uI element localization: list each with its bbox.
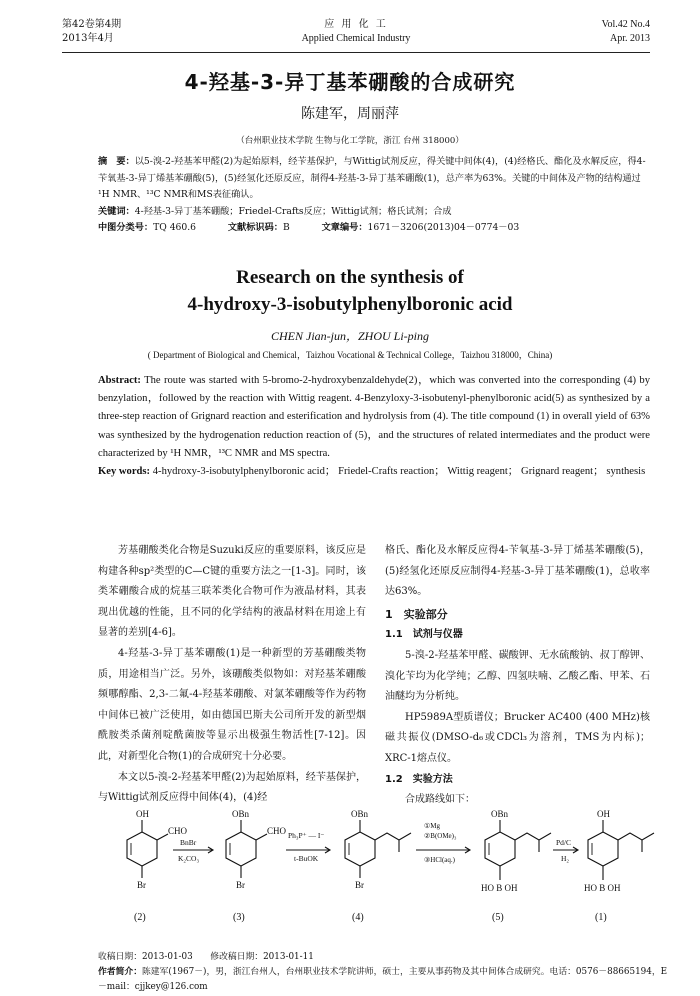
doc-code-label: 文献标识码： (227, 222, 283, 233)
c3-label: (3) (233, 912, 245, 923)
author-bio-text: 陈建军(1967－)，男，浙江台州人，台州职业技术学院讲师，硕士，主要从事药物及其中间体合成研究。电话：0576－88665194，E－mail：cjjkey@126.com (98, 967, 668, 992)
keywords-cn (98, 204, 650, 221)
journal-date-cn: 2013年4月 (62, 33, 114, 44)
c5-label: (5) (492, 912, 504, 923)
keywords-cn-label: 关键词： (98, 205, 135, 217)
doc-code-value: B (282, 222, 290, 233)
abstract-en-label: Abstract: (98, 375, 141, 386)
classification-line (98, 220, 650, 237)
c2-label: (2) (134, 912, 146, 923)
abstract-cn-label: 摘 要： (98, 156, 135, 167)
keywords-en-text: 4-hydroxy-3-isobutylphenylboronic acid； Friedel-Crafts reaction； Wittig reagent； Grignard reagent； synthesis (152, 466, 646, 478)
body-column-right (385, 541, 650, 811)
abstract-cn-text: 以5-溴-2-羟基苯甲醛(2)为起始原料，经苄基保护，与Wittig试剂反应，得关键中间体(4)，(4)经格氏、酯化及水解反应，得4-苄氧基-3-异丁烯基苯硼酸(5)，(5)经氢化还原反应，制得4-羟基-3-异丁基苯硼酸(1)，总产率为63%。关键的中间体及产物的结构通过¹H NMR、¹³C NMR和MS表征确认。 (98, 156, 646, 200)
synthesis-scheme (98, 790, 668, 950)
journal-name-en: Applied Chemical Industry (301, 33, 411, 44)
benzene-ring-2 (127, 832, 157, 866)
article-no-label: 文章编号： (321, 222, 368, 233)
c3-sub-top: OBn (232, 809, 250, 819)
abstract-cn (98, 154, 650, 237)
c3-sub-right: CHO (267, 826, 287, 836)
header-right (602, 18, 650, 46)
r4-above: Pd/C (556, 838, 572, 847)
reagents-paragraph: 5-溴-2-羟基苯甲醛、碳酸钾、无水硫酸钠、叔丁醇钾、溴化苄均为化学纯；乙醇、四氢呋喃、乙酸乙酯、甲苯、石油醚均为分析纯。 (385, 649, 650, 703)
r2-above: Ph₃P⁺ — I⁻ (288, 831, 325, 840)
r3-line2: ②B(OMe)₃ (424, 832, 457, 840)
paper-title-en (0, 264, 700, 318)
c2-sub-top: OH (136, 809, 149, 819)
authors-cn: 陈建军，周丽萍 (301, 106, 399, 122)
intro-paragraph-1: 芳基硼酸类化合物是Suzuki反应的重要原料，该反应是构建各种sp²类型的C—C键的重要方法之一[1-3]。同时，该类苯硼酸合成的烷基三联苯类化合物可作为液晶材料，其表现出优越的性能，且不同的化学结构的液晶材料在用途上有显著的差别[4-6]。 (98, 545, 366, 639)
journal-volume: 第42卷第4期 (62, 19, 122, 30)
received-dates: 收稿日期：2013-01-03 修改稿日期：2013-01-11 (98, 952, 314, 962)
r1-above: BnBr (180, 838, 197, 847)
abstract-cn-body (98, 154, 650, 204)
c4-sub-top: OBn (351, 809, 369, 819)
abstract-en-body (98, 372, 650, 463)
affiliation-cn: （台州职业技术学院 生物与化工学院，浙江 台州 318000） (236, 136, 464, 146)
article-no-value: 1671－3206(2013)04－0774－03 (367, 222, 520, 233)
c4-sub-bottom: Br (355, 880, 364, 890)
title-en-line1: Research on the synthesis of (236, 267, 464, 288)
keywords-en-label: Key words: (98, 466, 151, 478)
section-heading-1: 1 实验部分 (385, 607, 448, 621)
r2-below: t-BuOK (294, 854, 319, 863)
r3-line3: ③HCl(aq.) (424, 856, 455, 864)
benzene-ring-4 (345, 832, 375, 866)
c1-sub-top: OH (597, 809, 610, 819)
journal-date-en: Apr. 2013 (610, 33, 650, 44)
c2-sub-right: CHO (168, 826, 188, 836)
c1-label: (1) (595, 912, 607, 923)
body-column-left (98, 541, 366, 809)
instruments-paragraph: HP5989A型质谱仪；Brucker AC400 (400 MHz)核磁共振仪(DMSO-d₆或CDCl₃为溶剂，TMS为内标)；XRC-1熔点仪。 (385, 711, 650, 764)
header-center (62, 18, 650, 46)
affiliation-en: ( Department of Biological and Chemical，Taizhou Vocational & Technical College，Taizhou 318000，China) (147, 350, 553, 360)
title-en-line2: 4-hydroxy-3-isobutylphenylboronic acid (187, 294, 513, 315)
benzene-ring-5 (485, 832, 515, 866)
keywords-en (98, 463, 650, 481)
c4-label: (4) (352, 912, 364, 923)
benzene-ring-1 (588, 832, 618, 866)
intro-paragraph-3-cont: 格氏、酯化及水解反应得4-苄氧基-3-异丁烯基苯硼酸(5)，(5)经氢化还原反应制得4-羟基-3-异丁基苯硼酸(1)，总收率达63%。 (385, 545, 650, 598)
journal-volume-en: Vol.42 No.4 (601, 19, 650, 30)
c5-sub-top: OBn (491, 809, 509, 819)
intro-paragraph-2: 4-羟基-3-异丁基苯硼酸(1)是一种新型的芳基硼酸类物质，用途相当广泛。另外，该硼酸类似物如：对羟基苯硼酸频哪醇酯、2,3-二氟-4-羟基苯硼酸、对氯苯硼酸等作为药物中间体已被广泛使用，如由德国巴斯夫公司所开发的新型烟酰胺类杀菌剂啶酰菌胺等显示出极强生物活性[7-12]。因此，对新型化合物(1)的合成研究十分必要。 (98, 647, 366, 762)
r1-below: K₂CO₃ (178, 854, 200, 863)
authors-en: CHEN Jian-jun，ZHOU Li-ping (270, 329, 429, 343)
class-label: 中图分类号： (98, 222, 154, 233)
r4-below: H₂ (561, 854, 570, 863)
section-heading-1-2: 1.2 实验方法 (385, 773, 453, 785)
header-divider (62, 52, 650, 53)
c3-sub-bottom: Br (236, 880, 245, 890)
section-heading-1-1: 1.1 试剂与仪器 (385, 629, 463, 641)
author-bio (98, 965, 670, 995)
paper-title-cn: 4-羟基-3-异丁基苯硼酸的合成研究 (184, 70, 516, 94)
c5-sub-bottom: HO B OH (481, 883, 518, 893)
r3-line1: ①Mg (424, 822, 440, 830)
keywords-cn-text: 4-羟基-3-异丁基苯硼酸；Friedel-Crafts反应；Wittig试剂；格氏试剂；合成 (134, 205, 452, 217)
intro-paragraph-3: 本文以5-溴-2-羟基苯甲醛(2)为起始原料，经苄基保护，与Wittig试剂反应得中间体(4)，(4)经 (98, 771, 366, 804)
route-intro: 合成路线如下： (405, 794, 475, 806)
abstract-en (98, 372, 650, 481)
abstract-en-text: The route was started with 5-bromo-2-hydroxybenzaldehyde(2)，which was converted into the corresponding (4) by benzylation，followed by the reaction with Wittig reagent. 4-Benzyloxy-3-isobutenyl-phenylboronic acid(5) as synthesized by a three-step reaction of Grignard reaction and esterification and hydrolysis from (4). The title compound (1) in overall yield of 63% was synthesized by the hydrogenation reduction reaction of (5)，and the structures of related intermediates and the product were characterized by ¹H NMR，¹³C NMR and MS spectra. (98, 375, 650, 459)
c1-sub-bottom: HO B OH (584, 883, 621, 893)
journal-name-cn: 应 用 化 工 (324, 19, 388, 30)
class-value: TQ 460.6 (153, 222, 197, 233)
author-bio-label: 作者简介： (98, 967, 142, 977)
benzene-ring-3 (226, 832, 256, 866)
c2-sub-bottom: Br (137, 880, 146, 890)
